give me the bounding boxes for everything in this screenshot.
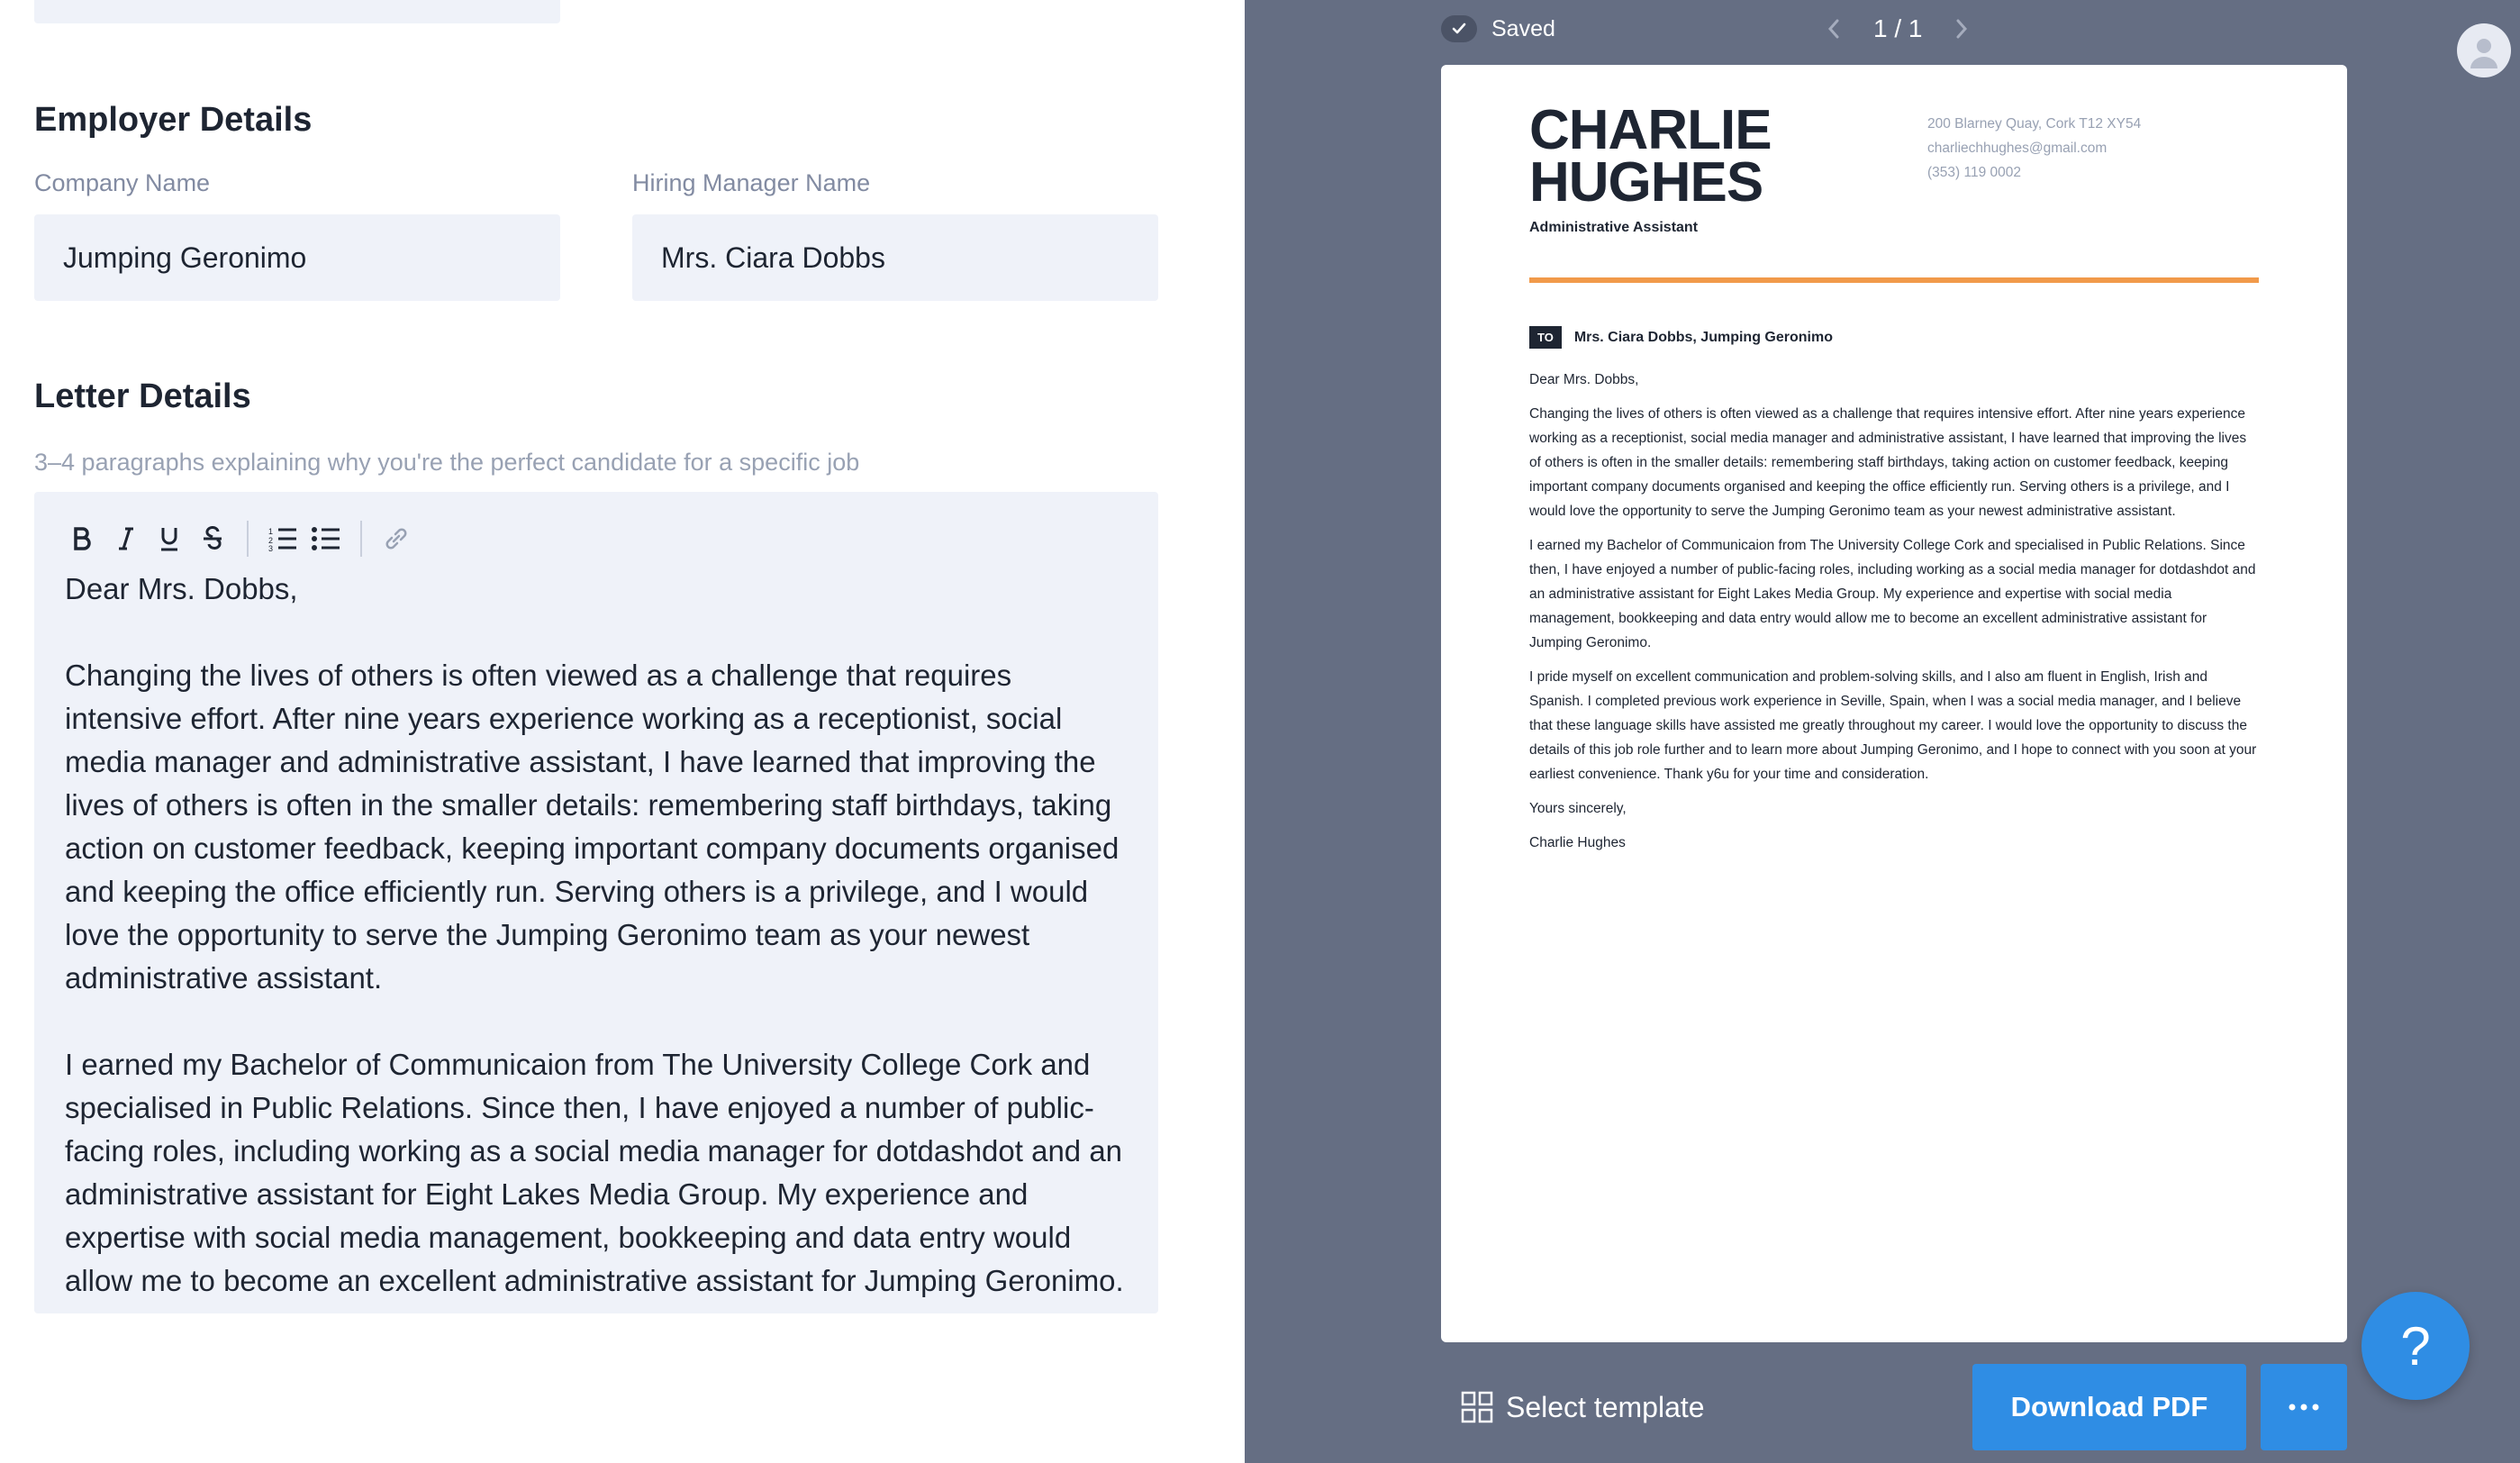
select-template-button[interactable] bbox=[1461, 1387, 1705, 1427]
letter-details-title: Letter Details bbox=[34, 377, 251, 415]
preview-paragraph: I pride myself on excellent communication and problem-solving skills, and I also am fluent in English, Irish and Spanish. I completed previous work experience in Seville, Spain, when I was a social media manager, and I believe that these language skills have assisted me greatly throughout my career. I would love the opportunity to discuss the details of this job role further and to learn more about Jumping Geronimo, and I hope to connect with you soon at your earliest convenience. Thank y6u for your time and consideration. bbox=[1529, 669, 2257, 782]
editor-panel bbox=[0, 0, 1245, 1463]
bold-icon bbox=[73, 527, 93, 550]
svg-text:1: 1 bbox=[268, 527, 274, 536]
contact-email: charliechhughes@gmail.com bbox=[1927, 141, 2108, 156]
next-page-button[interactable] bbox=[1949, 13, 1974, 45]
preview-letter-body bbox=[1529, 368, 2261, 865]
preview-signature: Charlie Hughes bbox=[1529, 835, 1626, 850]
chevron-left-icon bbox=[1827, 18, 1841, 40]
svg-text:3: 3 bbox=[268, 544, 274, 551]
svg-text:2: 2 bbox=[268, 536, 274, 545]
select-template-label: Select template bbox=[1506, 1390, 1705, 1423]
underline-button[interactable] bbox=[148, 519, 191, 559]
letter-editor[interactable] bbox=[34, 492, 1158, 1313]
hiring-manager-label: Hiring Manager Name bbox=[632, 169, 871, 196]
ordered-list-button[interactable] bbox=[261, 519, 304, 559]
accent-divider bbox=[1529, 277, 2259, 283]
user-avatar[interactable] bbox=[2457, 23, 2511, 77]
underline-icon bbox=[159, 526, 179, 551]
strikethrough-button[interactable] bbox=[191, 519, 234, 559]
letter-greeting: Dear Mrs. Dobbs, bbox=[65, 572, 298, 605]
previous-field-input[interactable] bbox=[34, 0, 560, 23]
applicant-role: Administrative Assistant bbox=[1529, 220, 1699, 235]
ellipsis-icon bbox=[2288, 1404, 2320, 1411]
grid-icon bbox=[1461, 1391, 1493, 1423]
company-name-label: Company Name bbox=[34, 169, 211, 196]
bold-button[interactable] bbox=[61, 519, 104, 559]
letter-details-hint: 3–4 paragraphs explaining why you're the perfect candidate for a specific job bbox=[34, 449, 860, 476]
preview-panel bbox=[1245, 0, 2520, 1463]
saved-status bbox=[1441, 14, 1555, 43]
applicant-name: CHARLIE HUGHES bbox=[1529, 99, 1772, 214]
contact-address: 200 Blarney Quay, Cork T12 XY54 bbox=[1927, 116, 2142, 132]
letter-paragraph: Changing the lives of others is often viewed as a challenge that requires intensive effort. After nine years experience working as a receptionist, social media manager and administrative assistant, I have learned that improving the lives of others is often in the smaller details: remembering staff birthdays, taking action on customer feedback, keeping important company documents organised and keeping the office efficiently run. Serving others is a privilege, and I would love the opportunity to serve the Jumping Geronimo team as your newest administrative assistant. bbox=[65, 659, 1119, 995]
contact-block bbox=[1927, 112, 2141, 185]
toolbar-divider bbox=[247, 521, 249, 557]
bullet-list-button[interactable] bbox=[304, 519, 348, 559]
page-indicator: 1 / 1 bbox=[1873, 14, 1923, 42]
more-options-button[interactable] bbox=[2261, 1364, 2347, 1450]
recipient-line bbox=[1529, 326, 1833, 349]
preview-signoff: Yours sincerely, bbox=[1529, 801, 1627, 816]
previous-page-button[interactable] bbox=[1821, 13, 1846, 45]
check-icon bbox=[1441, 15, 1477, 42]
letter-text[interactable] bbox=[65, 568, 1128, 1313]
letter-paragraph: I earned my Bachelor of Communicaion from The University College Cork and specialised in Public Relations. Since then, I have enjoyed a number of public-facing roles, including working as a social media manager for dotdashdot and an administrative assistant for Eight Lakes Media Group. My experience and expertise with social media management, bookkeeping and data entry would allow me to become an excellent administrative assistant for Jumping Geronimo. bbox=[65, 1048, 1124, 1297]
page-navigator bbox=[1821, 13, 1974, 45]
preview-paragraph: I earned my Bachelor of Communicaion from The University College Cork and specialised in Public Relations. Since then, I have enjoyed a number of public-facing roles, including working as a social media manager for dotdashdot and an administrative assistant for Eight Lakes Media Group. My experience and expertise with social media management, bookkeeping and data entry would allow me to become an excellent administrative assistant for Jumping Geronimo. bbox=[1529, 538, 2256, 650]
italic-button[interactable] bbox=[104, 519, 148, 559]
strikethrough-icon bbox=[203, 526, 222, 551]
recipient-text: Mrs. Ciara Dobbs, Jumping Geronimo bbox=[1573, 329, 1833, 345]
employer-details-title: Employer Details bbox=[34, 101, 313, 139]
help-button[interactable]: ? bbox=[2361, 1292, 2470, 1400]
preview-paragraph: Changing the lives of others is often viewed as a challenge that requires intensive effort. After nine years experience working as a receptionist, social media manager and administrative assistant, I have learned that improving the lives of others is often in the smaller details: remembering staff birthdays, taking action on customer feedback, keeping important company documents organised and keeping the office efficiently run. Serving others is a privilege, and I would love the opportunity to serve the Jumping Geronimo team as your newest administrative assistant. bbox=[1529, 406, 2247, 519]
saved-label: Saved bbox=[1491, 15, 1555, 41]
user-icon bbox=[2466, 32, 2502, 68]
bullet-list-icon bbox=[311, 526, 341, 551]
to-tag: TO bbox=[1529, 326, 1562, 349]
company-name-input[interactable]: Jumping Geronimo bbox=[34, 214, 560, 301]
editor-toolbar bbox=[61, 519, 418, 559]
hiring-manager-input[interactable]: Mrs. Ciara Dobbs bbox=[632, 214, 1158, 301]
toolbar-divider bbox=[360, 521, 362, 557]
download-pdf-button[interactable]: Download PDF bbox=[1972, 1364, 2246, 1450]
preview-greeting: Dear Mrs. Dobbs, bbox=[1529, 372, 1639, 387]
letter-preview bbox=[1441, 65, 2347, 1342]
ordered-list-icon bbox=[267, 526, 298, 551]
link-icon bbox=[383, 525, 410, 552]
italic-icon bbox=[118, 527, 134, 550]
contact-phone: (353) 119 0002 bbox=[1927, 165, 2021, 180]
link-button[interactable] bbox=[375, 519, 418, 559]
chevron-right-icon bbox=[1954, 18, 1969, 40]
